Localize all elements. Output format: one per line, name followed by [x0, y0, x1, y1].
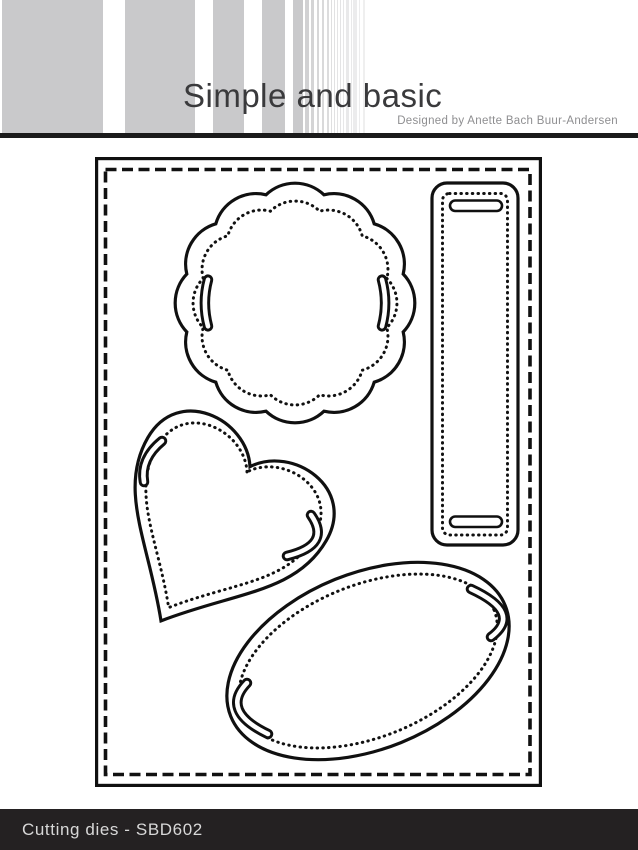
- designer-credit: Designed by Anette Bach Buur-Andersen: [397, 115, 618, 127]
- header-stripe: [2, 0, 103, 133]
- scalloped-circle-right-slit: [382, 280, 385, 327]
- rectangle-tag-bottom-slot: [450, 517, 502, 528]
- rectangle-tag-die: [432, 183, 518, 545]
- brand-header: [0, 0, 638, 138]
- rectangle-tag-top-slot: [450, 201, 502, 212]
- header-divider-line: [0, 133, 638, 138]
- footer-bar: [0, 809, 638, 850]
- die-shapes-canvas: [95, 157, 542, 787]
- product-code-label: Cutting dies - SBD602: [22, 819, 203, 839]
- rectangle-tag-outline: [432, 183, 518, 545]
- scalloped-circle-left-slit: [205, 280, 208, 327]
- brand-title: Simple and basic: [183, 77, 443, 114]
- die-cut-sheet: [95, 157, 542, 787]
